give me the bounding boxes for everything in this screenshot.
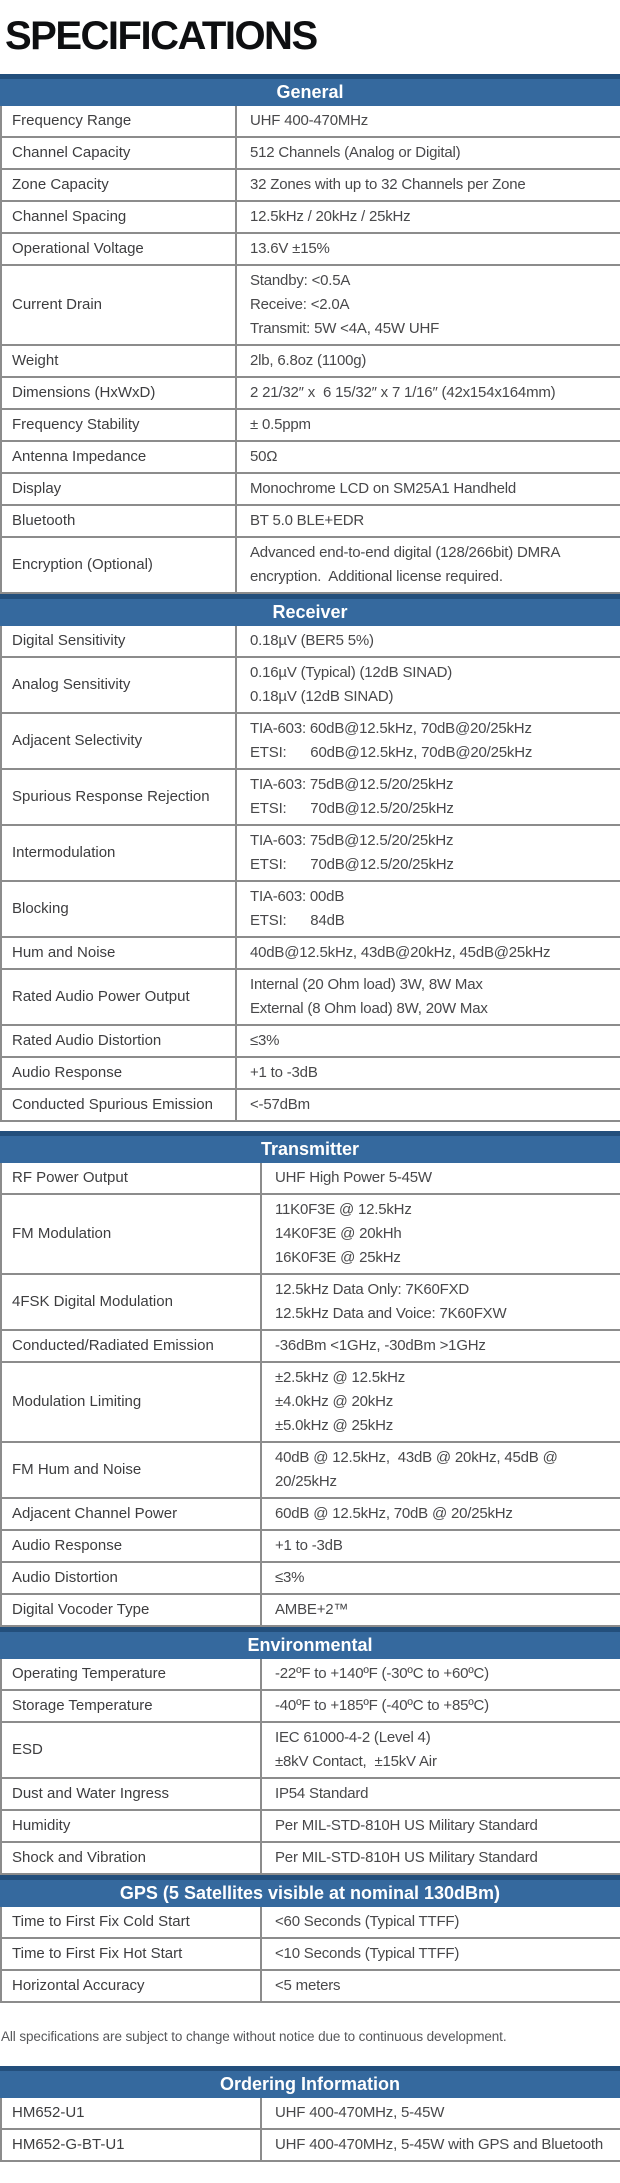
spec-label: Frequency Range <box>2 106 237 136</box>
spec-row <box>0 2130 620 2162</box>
spec-row <box>0 1659 620 1691</box>
spec-row <box>0 882 620 938</box>
spec-label: Dimensions (HxWxD) <box>2 378 237 408</box>
spec-value <box>237 378 620 408</box>
spec-row <box>0 1363 620 1443</box>
spec-label: Digital Sensitivity <box>2 626 237 656</box>
spec-value-line: 0.18µV (12dB SINAD) <box>250 688 394 705</box>
spec-label: HM652-G-BT-U1 <box>2 2130 262 2160</box>
spec-label: ESD <box>2 1723 262 1777</box>
spec-value-line: 14K0F3E @ 20kHh <box>275 1225 402 1242</box>
spec-value-line: ±8kV Contact, ±15kV Air <box>275 1753 437 1770</box>
spec-row <box>0 714 620 770</box>
spec-row <box>0 1939 620 1971</box>
spec-row <box>0 1723 620 1779</box>
section-gps-5-satellites-visible-at-nominal-130dbm <box>0 1875 620 2003</box>
spec-row <box>0 1843 620 1875</box>
spec-label: Modulation Limiting <box>2 1363 262 1441</box>
spec-value <box>237 658 620 712</box>
section-ordering-information <box>0 2066 620 2162</box>
spec-value <box>262 1939 620 1969</box>
spec-value <box>237 770 620 824</box>
spec-value-line: 0.16µV (Typical) (12dB SINAD) <box>250 664 453 681</box>
spec-value <box>262 1499 620 1529</box>
spec-value <box>262 1563 620 1593</box>
spec-row <box>0 1595 620 1627</box>
spec-value <box>237 234 620 264</box>
spec-value-line: TIA-603: 00dB <box>250 888 345 905</box>
spec-value-line: Monochrome LCD on SM25A1 Handheld <box>250 480 517 497</box>
spec-row <box>0 106 620 138</box>
spec-label: Audio Distortion <box>2 1563 262 1593</box>
spec-value-line: <5 meters <box>275 1977 341 1994</box>
spec-row <box>0 1163 620 1195</box>
spec-row <box>0 1090 620 1122</box>
spec-value <box>237 826 620 880</box>
spec-row <box>0 234 620 266</box>
spec-row <box>0 1499 620 1531</box>
page-title: SPECIFICATIONS <box>5 14 317 58</box>
spec-row <box>0 538 620 594</box>
spec-value <box>237 1058 620 1088</box>
spec-value <box>262 1195 620 1273</box>
spec-row <box>0 410 620 442</box>
spec-value-line: UHF 400-470MHz, 5-45W <box>275 2104 445 2121</box>
spec-value-line: IP54 Standard <box>275 1785 369 1802</box>
spec-value <box>262 1363 620 1441</box>
spec-label: RF Power Output <box>2 1163 262 1193</box>
section-header-environmental: Environmental <box>0 1627 620 1659</box>
spec-label: Adjacent Selectivity <box>2 714 237 768</box>
spec-value <box>237 1026 620 1056</box>
spec-tables <box>0 74 620 2003</box>
section-header-ordering-information: Ordering Information <box>0 2066 620 2098</box>
spec-value <box>237 346 620 376</box>
spec-value-line: 12.5kHz / 20kHz / 25kHz <box>250 208 411 225</box>
spec-row <box>0 1331 620 1363</box>
spec-value <box>262 1659 620 1689</box>
spec-value-line: -36dBm <1GHz, -30dBm >1GHz <box>275 1337 486 1354</box>
spec-value-line: Standby: <0.5A <box>250 272 351 289</box>
spec-value-line: Per MIL-STD-810H US Military Standard <box>275 1849 538 1866</box>
spec-label: Spurious Response Rejection <box>2 770 237 824</box>
spec-value-line: UHF 400-470MHz <box>250 112 369 129</box>
spec-row <box>0 378 620 410</box>
spec-row <box>0 970 620 1026</box>
spec-value <box>237 506 620 536</box>
spec-label: Channel Spacing <box>2 202 237 232</box>
spec-value-line: 60dB @ 12.5kHz, 70dB @ 20/25kHz <box>275 1505 513 1522</box>
spec-value <box>237 202 620 232</box>
spec-value-line: -22ºF to +140ºF (-30ºC to +60ºC) <box>275 1665 489 1682</box>
spec-value-line: 40dB@12.5kHz, 43dB@20kHz, 45dB@25kHz <box>250 944 551 961</box>
spec-value-line: ±5.0kHz @ 25kHz <box>275 1417 393 1434</box>
spec-label: Rated Audio Distortion <box>2 1026 237 1056</box>
spec-label: Rated Audio Power Output <box>2 970 237 1024</box>
section-receiver <box>0 594 620 1122</box>
spec-value <box>237 106 620 136</box>
spec-value <box>237 882 620 936</box>
spec-label: Frequency Stability <box>2 410 237 440</box>
spec-label: FM Modulation <box>2 1195 262 1273</box>
spec-label: Dust and Water Ingress <box>2 1779 262 1809</box>
spec-value <box>237 442 620 472</box>
spec-value-line: 11K0F3E @ 12.5kHz <box>275 1201 412 1218</box>
spec-value-line: ETSI: 70dB@12.5/20/25kHz <box>250 856 454 873</box>
spec-label: HM652-U1 <box>2 2098 262 2128</box>
section-header-general: General <box>0 74 620 106</box>
spec-value-line: 2lb, 6.8oz (1100g) <box>250 352 367 369</box>
spec-value <box>237 266 620 344</box>
spec-value-line: <60 Seconds (Typical TTFF) <box>275 1913 460 1930</box>
spec-value <box>237 410 620 440</box>
spec-value <box>262 1163 620 1193</box>
spec-label: Encryption (Optional) <box>2 538 237 592</box>
spec-value-line: 40dB @ 12.5kHz, 43dB @ 20kHz, 45dB @ 20/25kHz <box>275 1449 562 1490</box>
spec-value-line: ≤3% <box>250 1032 280 1049</box>
spec-value-line: IEC 61000-4-2 (Level 4) <box>275 1729 431 1746</box>
spec-value-line: 0.18µV (BER5 5%) <box>250 632 374 649</box>
spec-label: Conducted Spurious Emission <box>2 1090 237 1120</box>
spec-row <box>0 626 620 658</box>
spec-label: Shock and Vibration <box>2 1843 262 1873</box>
spec-row <box>0 1443 620 1499</box>
spec-row <box>0 202 620 234</box>
spec-label: Display <box>2 474 237 504</box>
spec-label: Horizontal Accuracy <box>2 1971 262 2001</box>
spec-label: Zone Capacity <box>2 170 237 200</box>
spec-row <box>0 826 620 882</box>
spec-value <box>262 1811 620 1841</box>
spec-row <box>0 138 620 170</box>
spec-value-line: BT 5.0 BLE+EDR <box>250 512 365 529</box>
spec-value-line: 32 Zones with up to 32 Channels per Zone <box>250 176 526 193</box>
spec-value <box>262 1595 620 1625</box>
spec-value <box>262 1843 620 1873</box>
section-header-receiver: Receiver <box>0 594 620 626</box>
spec-value-line: -40ºF to +185ºF (-40ºC to +85ºC) <box>275 1697 489 1714</box>
spec-row <box>0 1531 620 1563</box>
spec-value-line: ≤3% <box>275 1569 305 1586</box>
spec-label: Analog Sensitivity <box>2 658 237 712</box>
spec-value-line: TIA-603: 75dB@12.5/20/25kHz <box>250 776 454 793</box>
spec-value-line: Per MIL-STD-810H US Military Standard <box>275 1817 538 1834</box>
spec-value-line: TIA-603: 60dB@12.5kHz, 70dB@20/25kHz <box>250 720 532 737</box>
spec-label: 4FSK Digital Modulation <box>2 1275 262 1329</box>
section-header-gps-5-satellites-visible-at-nominal-130dbm: GPS (5 Satellites visible at nominal 130dBm) <box>0 1875 620 1907</box>
spec-row <box>0 506 620 538</box>
spec-value-line: encryption. Additional license required. <box>250 568 503 585</box>
spec-row <box>0 1971 620 2003</box>
spec-label: Adjacent Channel Power <box>2 1499 262 1529</box>
spec-label: Operating Temperature <box>2 1659 262 1689</box>
spec-label: Hum and Noise <box>2 938 237 968</box>
spec-value-line: 12.5kHz Data and Voice: 7K60FXW <box>275 1305 507 1322</box>
spec-value-line: ±4.0kHz @ 20kHz <box>275 1393 393 1410</box>
spec-value <box>262 1971 620 2001</box>
spec-value <box>262 1275 620 1329</box>
spec-value-line: UHF 400-470MHz, 5-45W with GPS and Bluetooth <box>275 2136 604 2153</box>
spec-value-line: 512 Channels (Analog or Digital) <box>250 144 461 161</box>
spec-value <box>237 970 620 1024</box>
spec-label: Current Drain <box>2 266 237 344</box>
spec-row <box>0 1811 620 1843</box>
spec-value <box>262 2098 620 2128</box>
ordering-table <box>0 2066 620 2162</box>
spec-label: Weight <box>2 346 237 376</box>
spec-value-line: ETSI: 84dB <box>250 912 345 929</box>
spec-label: Intermodulation <box>2 826 237 880</box>
spec-row <box>0 170 620 202</box>
spec-label: Bluetooth <box>2 506 237 536</box>
spec-label: Time to First Fix Cold Start <box>2 1907 262 1937</box>
spec-value-line: External (8 Ohm load) 8W, 20W Max <box>250 1000 488 1017</box>
spec-row <box>0 1058 620 1090</box>
spec-value-line: 50Ω <box>250 448 278 465</box>
spec-value <box>237 938 620 968</box>
spec-label: Operational Voltage <box>2 234 237 264</box>
section-header-transmitter: Transmitter <box>0 1131 620 1163</box>
spec-value-line: 16K0F3E @ 25kHz <box>275 1249 401 1266</box>
footnote: All specifications are subject to change without notice due to continuous development. <box>1 2029 507 2044</box>
section-environmental <box>0 1627 620 1875</box>
spec-value <box>262 1723 620 1777</box>
spec-label: Humidity <box>2 1811 262 1841</box>
spec-value-line: AMBE+2™ <box>275 1601 349 1618</box>
spec-label: FM Hum and Noise <box>2 1443 262 1497</box>
spec-value <box>262 1907 620 1937</box>
spec-row <box>0 474 620 506</box>
spec-value-line: ± 0.5ppm <box>250 416 311 433</box>
spec-value <box>237 474 620 504</box>
spec-row <box>0 346 620 378</box>
spec-value-line: ±2.5kHz @ 12.5kHz <box>275 1369 406 1386</box>
spec-value-line: <-57dBm <box>250 1096 310 1113</box>
spec-value-line: 2 21/32″ x 6 15/32″ x 7 1/16″ (42x154x164mm) <box>250 384 556 401</box>
spec-row <box>0 442 620 474</box>
spec-value-line: Receive: <2.0A <box>250 296 350 313</box>
spec-value-line: Advanced end-to-end digital (128/266bit) DMRA <box>250 544 561 561</box>
spec-value-line: UHF High Power 5-45W <box>275 1169 432 1186</box>
spec-row <box>0 658 620 714</box>
spec-value-line: ETSI: 70dB@12.5/20/25kHz <box>250 800 454 817</box>
spec-value-line: Transmit: 5W <4A, 45W UHF <box>250 320 440 337</box>
spec-value-line: Internal (20 Ohm load) 3W, 8W Max <box>250 976 483 993</box>
spec-value <box>237 138 620 168</box>
spec-label: Antenna Impedance <box>2 442 237 472</box>
spec-label: Channel Capacity <box>2 138 237 168</box>
spec-value <box>262 1779 620 1809</box>
spec-row <box>0 266 620 346</box>
spec-value <box>237 714 620 768</box>
spec-value-line: 13.6V ±15% <box>250 240 330 257</box>
spec-label: Audio Response <box>2 1531 262 1561</box>
section-general <box>0 74 620 594</box>
spec-value-line: TIA-603: 75dB@12.5/20/25kHz <box>250 832 454 849</box>
spec-row <box>0 1691 620 1723</box>
spec-row <box>0 938 620 970</box>
spec-value <box>237 1090 620 1120</box>
spec-value <box>262 1531 620 1561</box>
spec-value <box>262 1443 620 1497</box>
spec-label: Blocking <box>2 882 237 936</box>
spec-value-line: +1 to -3dB <box>250 1064 318 1081</box>
spec-row <box>0 770 620 826</box>
spec-label: Digital Vocoder Type <box>2 1595 262 1625</box>
section-transmitter <box>0 1131 620 1627</box>
spec-value-line: 12.5kHz Data Only: 7K60FXD <box>275 1281 470 1298</box>
spec-value <box>262 1331 620 1361</box>
spec-row <box>0 1275 620 1331</box>
spec-value <box>237 170 620 200</box>
spec-row <box>0 2098 620 2130</box>
spec-row <box>0 1907 620 1939</box>
spec-value <box>237 538 620 592</box>
spec-row <box>0 1563 620 1595</box>
spec-value <box>262 1691 620 1721</box>
spec-value <box>237 626 620 656</box>
spec-value-line: <10 Seconds (Typical TTFF) <box>275 1945 460 1962</box>
spec-value-line: +1 to -3dB <box>275 1537 343 1554</box>
spec-value <box>262 2130 620 2160</box>
spec-label: Time to First Fix Hot Start <box>2 1939 262 1969</box>
spec-label: Storage Temperature <box>2 1691 262 1721</box>
spec-row <box>0 1026 620 1058</box>
spec-label: Audio Response <box>2 1058 237 1088</box>
spec-label: Conducted/Radiated Emission <box>2 1331 262 1361</box>
spec-row <box>0 1779 620 1811</box>
spec-row <box>0 1195 620 1275</box>
spec-value-line: ETSI: 60dB@12.5kHz, 70dB@20/25kHz <box>250 744 533 761</box>
